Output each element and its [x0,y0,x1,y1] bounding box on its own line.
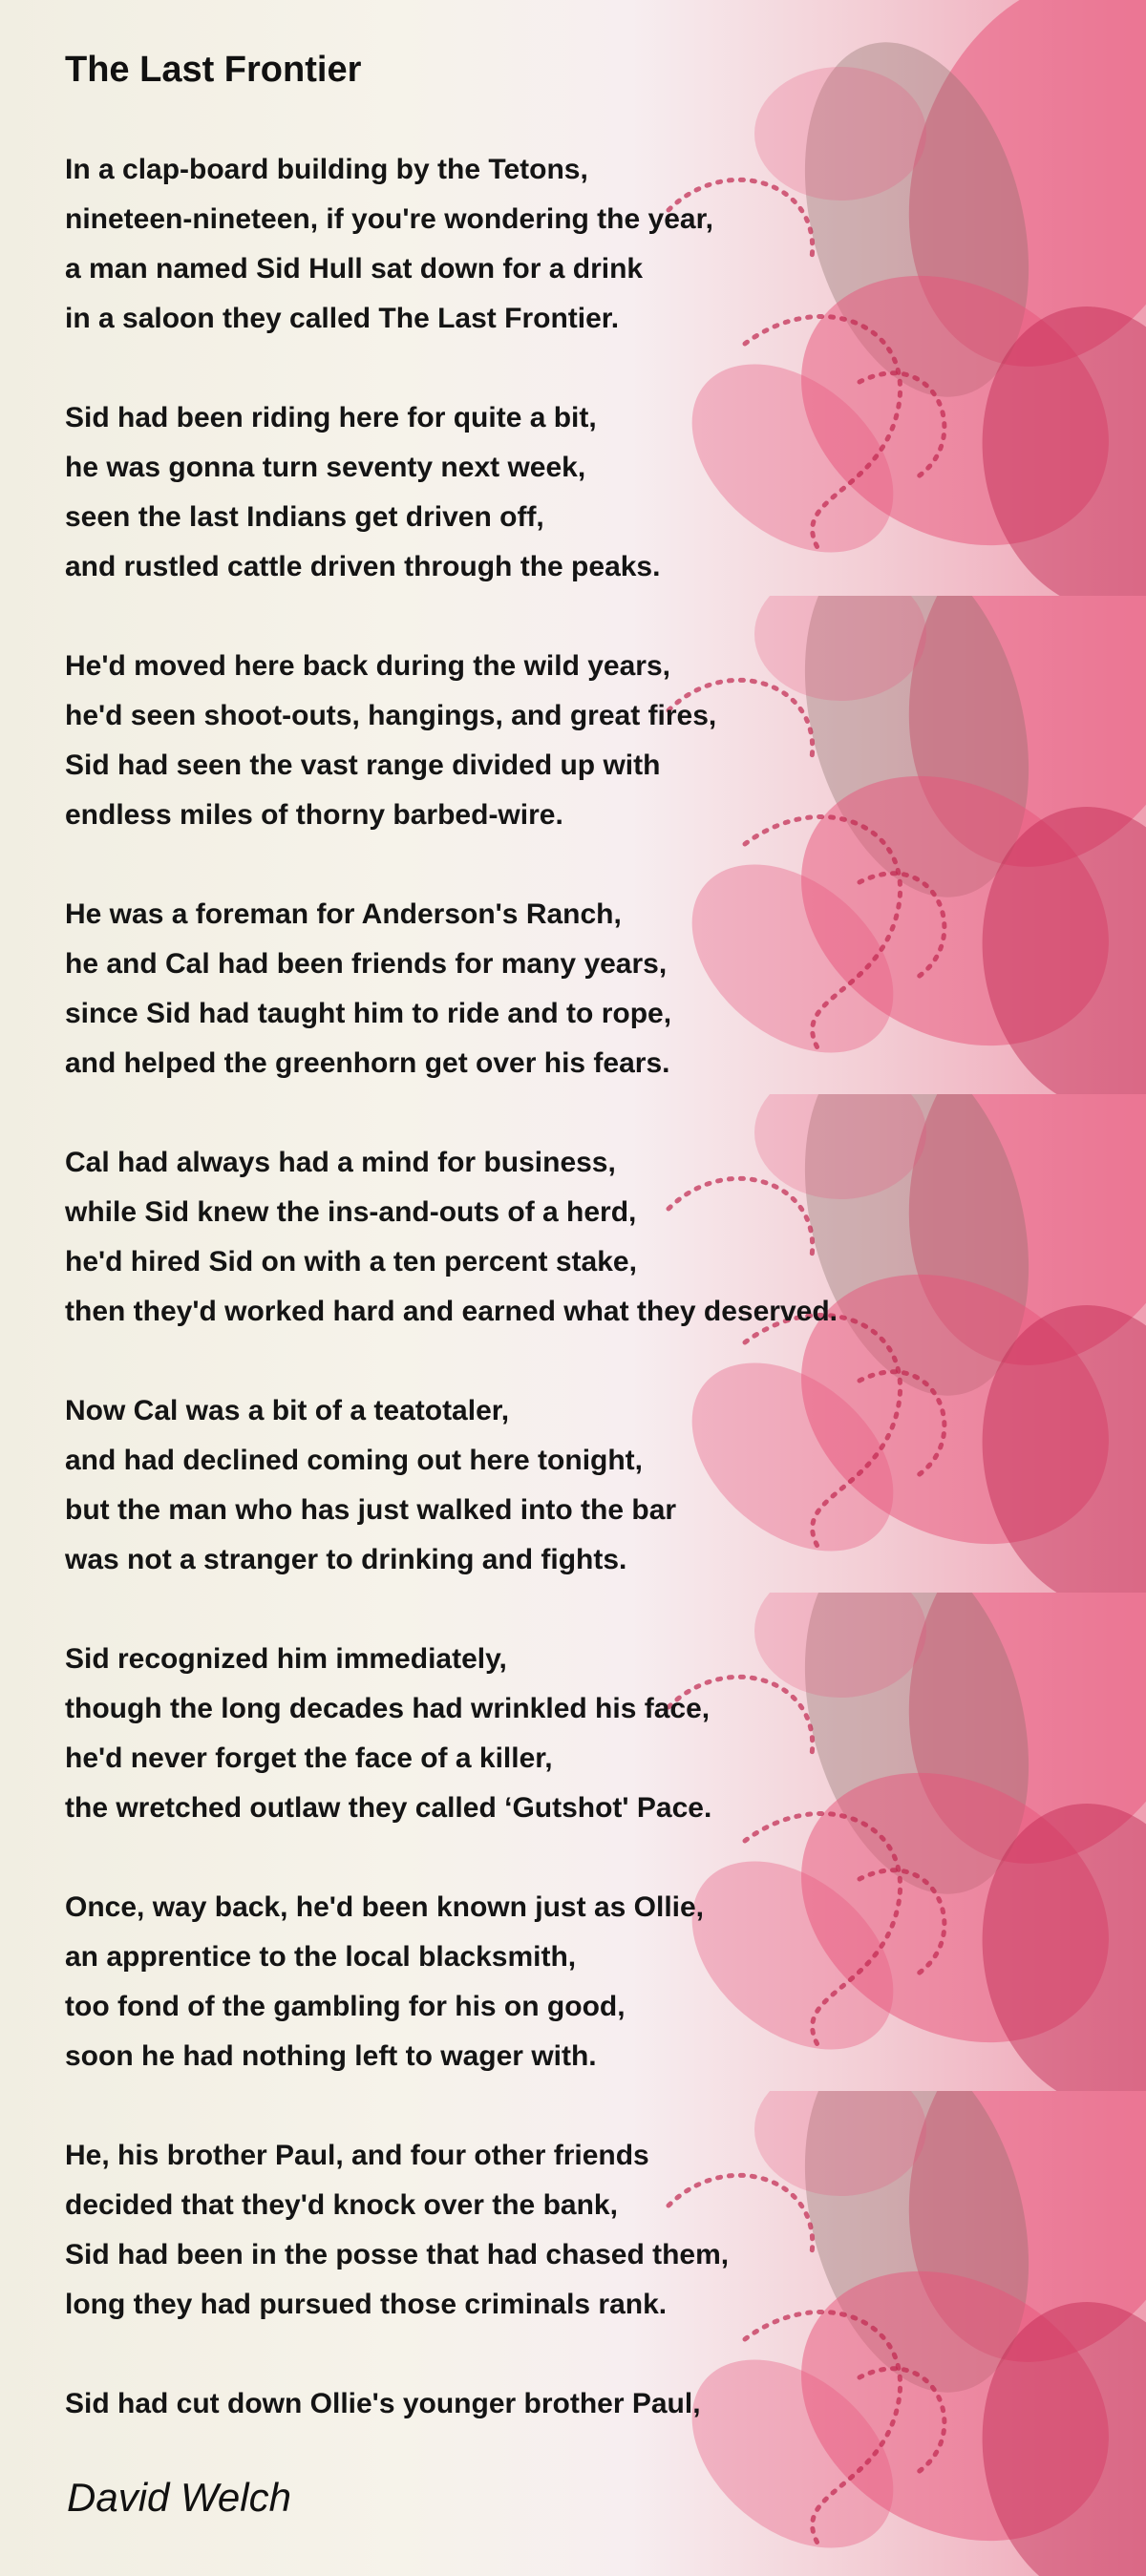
poem-line: a man named Sid Hull sat down for a drink [65,253,644,285]
poem-line: and had declined coming out here tonight, [65,1445,644,1476]
stanza [65,890,838,1088]
stanza [65,2131,838,2330]
poem-line: endless miles of thorny barbed-wire. [65,799,563,831]
poem-line: He was a foreman for Anderson's Ranch, [65,898,622,930]
poem-line: Once, way back, he'd been known just as Ollie, [65,1891,705,1923]
poem-line: since Sid had taught him to ride and to rope, [65,998,672,1029]
poem-line: nineteen-nineteen, if you're wondering the year, [65,203,713,235]
poem-line: In a clap-board building by the Tetons, [65,154,588,185]
poem-body [65,145,838,2479]
poem-line: the wretched outlaw they called ‘Gutshot' Pace. [65,1792,712,1824]
stanza [65,145,838,344]
poem-line: He, his brother Paul, and four other friends [65,2140,649,2171]
stanza [65,1883,838,2081]
poem-line: Sid had been riding here for quite a bit, [65,402,597,433]
poem-line: though the long decades had wrinkled his face, [65,1693,711,1724]
stanza [65,2379,838,2429]
poem-line: and rustled cattle driven through the peaks. [65,551,661,582]
poem-line: he'd hired Sid on with a ten percent stake, [65,1246,637,1277]
poem-line: he'd never forget the face of a killer, [65,1742,553,1774]
poem-line: decided that they'd knock over the bank, [65,2189,618,2221]
poem-line: Sid had seen the vast range divided up with [65,750,661,781]
poem-line: soon he had nothing left to wager with. [65,2040,597,2072]
poem-line: an apprentice to the local blacksmith, [65,1941,577,1973]
poem-line: Sid had been in the posse that had chased them, [65,2239,730,2270]
poem-title: The Last Frontier [65,50,362,90]
poem-line: in a saloon they called The Last Frontier. [65,303,620,334]
poem-line: while Sid knew the ins-and-outs of a herd, [65,1196,637,1228]
poem-line: and helped the greenhorn get over his fears. [65,1047,670,1079]
poem-line: he and Cal had been friends for many years, [65,948,668,980]
stanza [65,642,838,840]
poem-line: too fond of the gambling for his on good, [65,1991,626,2022]
poem-line: Cal had always had a mind for business, [65,1147,616,1178]
stanza [65,1386,838,1585]
stanza [65,1138,838,1337]
stanza [65,393,838,592]
poem-line: then they'd worked hard and earned what they deserved. [65,1296,838,1327]
poem-line: Sid recognized him immediately, [65,1643,507,1675]
poem-line: he was gonna turn seventy next week, [65,452,586,483]
poem-line: was not a stranger to drinking and fights. [65,1544,627,1575]
poem-line: seen the last Indians get driven off, [65,501,544,533]
poem-line: he'd seen shoot-outs, hangings, and great fires, [65,700,717,731]
poem-line: Sid had cut down Ollie's younger brother Paul, [65,2388,701,2419]
poem-line: but the man who has just walked into the bar [65,1494,677,1526]
poem-line: long they had pursued those criminals rank. [65,2289,668,2320]
poem-line: Now Cal was a bit of a teatotaler, [65,1395,510,1426]
stanza [65,1635,838,1833]
poem-author: David Welch [67,2475,291,2520]
poem-line: He'd moved here back during the wild years, [65,650,670,682]
